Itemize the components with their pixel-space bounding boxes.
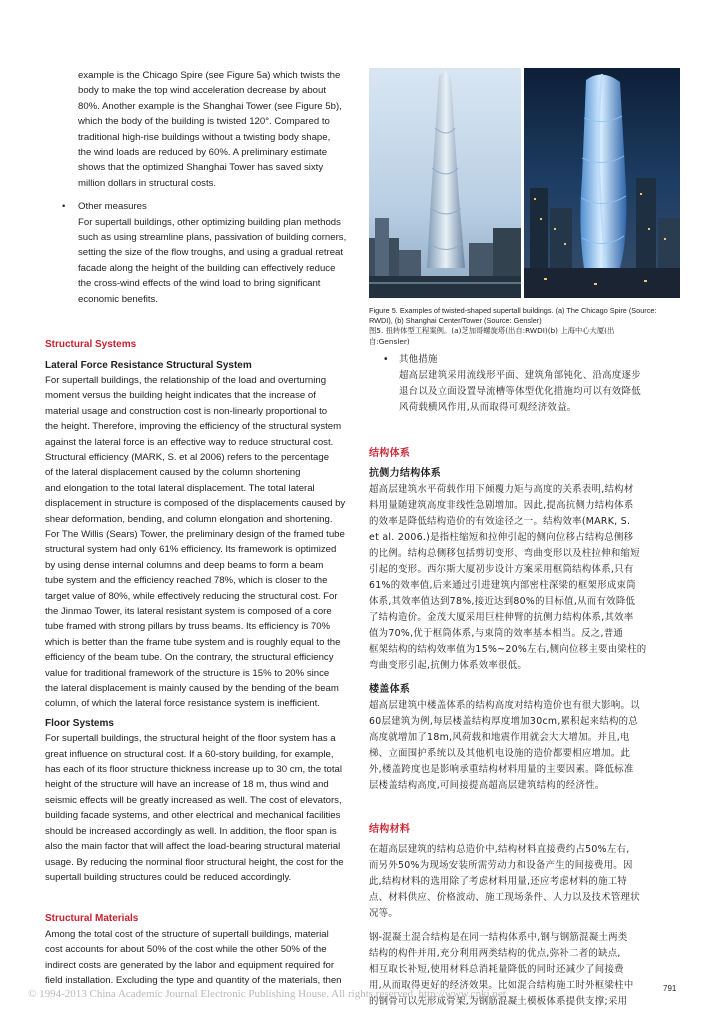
text-line: great influence on structural cost. If a 60-story building, for example, xyxy=(45,748,334,760)
bullet-marker: • xyxy=(383,354,389,365)
text-line: 超高层建筑水平荷载作用下倾覆力矩与高度的关系表明,结构材 xyxy=(369,484,634,495)
caption-line: 自:Gensler) xyxy=(369,336,410,346)
text-line: 而另外50%为现场安装所需劳动力和设备产生的间接费用。因 xyxy=(369,860,633,871)
structural-materials-heading: Structural Materials xyxy=(45,913,139,925)
caption-line: 图5. 扭转体型工程案例。(a)芝加哥螺旋塔(出自:RWDI)(b) 上海中心大厦(出 xyxy=(369,326,615,335)
text-line: 料用量随建筑高度非线性急剧增加。因此,提高抗侧力结构体系 xyxy=(369,500,634,511)
text-line: shear deformation, bending, and column elongation and shortening. xyxy=(45,513,333,525)
text-line: also the main factor that will affect the load-bearing structural material xyxy=(45,841,341,853)
text-line: 风荷载横风作用,从而取得可观经济效益。 xyxy=(399,402,577,413)
floor-paragraph-zh xyxy=(369,698,679,794)
materials-paragraph xyxy=(45,927,357,989)
shanghai-tower-photo xyxy=(524,68,680,298)
text-line: height of the structure will have an increase of 18 m, thus wind and xyxy=(45,779,329,791)
text-line: the height. Therefore, improving the efficiency of the structural system xyxy=(45,421,342,433)
text-line: 弯曲变形引起,抗侧力体系效率很低。 xyxy=(369,660,528,671)
lateral-paragraph xyxy=(45,373,357,712)
shanghai-tower-illustration xyxy=(524,68,680,298)
floor-systems-heading-zh: 楼盖体系 xyxy=(369,684,411,695)
text-line: and elongation to the total lateral displacement. The total lateral xyxy=(45,482,315,494)
other-measures-bullet xyxy=(45,199,357,307)
text-line: For supertall buildings, the relationship of the load and overturning xyxy=(45,374,327,386)
text-line: by using dense internal columns and deep beams to form a beam xyxy=(45,559,324,571)
text-line: et al. 2006.)是指柱缩短和拉伸引起的侧向位移占结构总侧移 xyxy=(369,532,634,543)
text-line: 梯、立面围护系统以及其他机电设施的造价都要相应增加。此 xyxy=(369,748,631,759)
text-line: 引起的变形。西尔斯大厦初步设计方案采用框筒结构体系,只有 xyxy=(369,564,634,575)
text-line: Among the total cost of the structure of supertall buildings, material xyxy=(45,928,329,940)
text-line: 钢-混凝土混合结构是在同一结构体系中,钢与钢筋混凝土两类 xyxy=(369,932,628,943)
text-line: 值为70%,优于框筒体系,与束筒的效率基本相当。反之,普通 xyxy=(369,628,624,639)
text-line: 超高层建筑采用流线形平面、建筑角部钝化、沿高度逐步 xyxy=(399,370,641,381)
structural-materials-heading-zh: 结构材料 xyxy=(369,824,411,835)
text-line: 用,从而取得更好的经济效果。比如混合结构施工时外框梁柱中 xyxy=(369,980,634,991)
text-line: tube framed with strong pillars by truss beams. Its efficiency is 70% xyxy=(45,621,331,633)
text-line: 高度就增加了18m,风荷载和地震作用就会大大增加。并且,电 xyxy=(369,732,630,743)
chicago-spire-illustration xyxy=(369,68,521,298)
text-line: Structural efficiency (MARK, S. et al 2006) refers to the percentage xyxy=(45,451,330,463)
text-line: supertall building structures could be reduced accordingly. xyxy=(45,871,292,883)
structural-systems-heading: Structural Systems xyxy=(45,339,137,351)
text-line: material usage and construction cost is non-linearly proportional to xyxy=(45,405,328,417)
text-line: value for traditional framework of the structure is 15% to 20% since xyxy=(45,667,330,679)
text-line: against the lateral force is an effective way to reduce structural cost. xyxy=(45,436,334,448)
text-line: 61%的效率值,后来通过引进建筑内部密柱深梁的框架形成束筒 xyxy=(369,580,636,591)
figure-caption-chinese xyxy=(369,326,681,347)
text-line: 结构的构件并用,充分利用两类结构的优点,弥补二者的缺点, xyxy=(369,948,621,959)
text-line: 层楼盖结构高度,可间接提高超高层建筑结构的经济性。 xyxy=(369,780,605,791)
text-line: such as using streamline plans, passivation of building corners, xyxy=(78,232,347,244)
text-line: setting the size of the flow troughs, and using a gradual retreat xyxy=(78,247,344,259)
chinese-column xyxy=(369,352,679,1010)
caption-line: RWDI), (b) Shanghai Center/Tower (Source: Gensler) xyxy=(369,316,542,325)
text-line: the Jinmao Tower, its lateral resistant system is composed of a core xyxy=(45,606,332,617)
text-line: efficiency of the beam tube. On the contrary, the structural efficiency xyxy=(45,652,334,664)
text-line: the wind loads are reduced by 60%. A preliminary estimate xyxy=(78,147,328,159)
text-line: 况等。 xyxy=(369,908,399,919)
structural-systems-heading-zh: 结构体系 xyxy=(369,448,411,459)
text-line: target value of 80%, while effectively reducing the structural cost. For xyxy=(45,590,338,602)
text-line: body to make the top wind acceleration decrease by about xyxy=(78,85,326,97)
text-line: building facade systems, and other electrical and mechanical facilities xyxy=(45,810,341,822)
text-line: For supertall buildings, the structural height of the floor system has a xyxy=(45,733,336,745)
text-line: 框架结构的结构效率值为15%~20%左右,侧向位移主要由梁柱的 xyxy=(369,644,647,655)
text-line: million dollars in structural costs. xyxy=(78,177,217,189)
text-line: example is the Chicago Spire (see Figure 5a) which twists the xyxy=(78,70,341,81)
text-line: usage. By reducing the norminal floor structural height, the cost for the xyxy=(45,856,344,868)
text-line: 体系,其效率值达到78%,接近达到80%的目标值,从而有效降低 xyxy=(369,596,636,607)
text-line: 的钢骨可以先形成骨架,为钢筋混凝土模板体系提供支撑;采用 xyxy=(369,996,628,1007)
text-line: 80%. Another example is the Shanghai Tower (see Figure 5b), xyxy=(78,100,342,112)
text-line: 60层建筑为例,每层楼盖结构厚度增加30cm,累积起来结构的总 xyxy=(369,716,639,727)
text-line: which is better than the frame tube system and is roughly equal to the xyxy=(45,636,341,648)
copyright-footer: © 1994-2013 China Academic Journal Electronic Publishing House. All rights reserved. http://www.cnki.net xyxy=(28,988,506,1000)
intro-paragraph xyxy=(45,68,357,191)
text-line: seismic effects will be greatly increased as well. The cost of elevators, xyxy=(45,794,342,806)
text-line: structural system had only 61% efficiency. Its framework is optimized xyxy=(45,544,337,556)
floor-paragraph xyxy=(45,731,357,885)
text-line: 了结构造价。金茂大厦采用巨柱伸臂的抗侧力结构体系,其效率 xyxy=(369,612,634,623)
text-line: 的效率是降低结构造价的有效途径之一。结构效率(MARK, S. xyxy=(369,516,631,527)
text-line: 的比例。结构总侧移包括剪切变形、弯曲变形以及柱拉伸和缩短 xyxy=(369,548,640,559)
page-number: 791 xyxy=(663,984,677,993)
text-line: has each of its floor structure thickness increase up to 30 cm, the total xyxy=(45,764,343,776)
text-line: column, of which the lateral force resistance system is inefficient. xyxy=(45,698,320,710)
text-line: For The Willis (Sears) Tower, the preliminary design of the framed tube xyxy=(45,528,345,540)
bullet-title: Other measures xyxy=(78,201,147,213)
caption-line: Figure 5. Examples of twisted-shaped supertall buildings. (a) The Chicago Spire (Source: xyxy=(369,306,657,315)
text-line: of the lateral displacement caused by the column shortening xyxy=(45,467,301,479)
text-line: the cross-wind effects of the wind load to bring significant xyxy=(78,278,321,290)
materials-paragraph-zh xyxy=(369,842,679,922)
text-line: 相互取长补短,使用材料总消耗量降低的同时还减少了间接费 xyxy=(369,964,624,975)
text-line: displacement in structure is composed of the displacements caused by xyxy=(45,498,346,510)
chicago-spire-photo xyxy=(369,68,521,298)
text-line: traditional high-rise buildings without a twisting body shape, xyxy=(78,131,331,143)
text-line: should be increased accordingly as well. In addition, the floor span is xyxy=(45,825,337,837)
text-line: 外,楼盖跨度也是影响承重结构材料用量的主要因素。降低标准 xyxy=(369,764,634,775)
text-line: facade along the height of the building can effectively reduce xyxy=(78,262,336,274)
figure-caption-english xyxy=(369,306,681,326)
text-line: field installation. Excluding the type and quantity of the materials, then xyxy=(45,974,342,986)
lateral-force-heading-zh: 抗侧力结构体系 xyxy=(369,468,442,479)
other-measures-bullet-zh xyxy=(369,352,679,416)
text-line: indirect costs are generated by the labor and equipment required for xyxy=(45,959,335,971)
text-line: 退台以及立面设置导流槽等体型优化措施均可以有效降低 xyxy=(399,386,641,397)
text-line: shows that the optimized Shanghai Tower has saved sixty xyxy=(78,162,324,174)
text-line: 超高层建筑中楼盖体系的结构高度对结构造价也有很大影响。以 xyxy=(369,700,640,711)
bullet-marker: • xyxy=(62,201,66,213)
floor-systems-heading: Floor Systems xyxy=(45,717,114,729)
english-column xyxy=(45,68,357,988)
lateral-force-heading: Lateral Force Resistance Structural System xyxy=(45,359,252,371)
text-line: which the body of the building is twisted 120°. Compared to xyxy=(78,116,330,128)
text-line: tube system and the efficiency reached 78%, which is closer to the xyxy=(45,575,328,587)
text-line: the lateral displacement is mainly caused by the bending of the beam xyxy=(45,683,339,695)
text-line: cost accounts for about 50% of the cost while the other 50% of the xyxy=(45,944,327,956)
text-line: moment versus the building height indicates that the increase of xyxy=(45,390,316,402)
bullet-title: 其他措施 xyxy=(399,354,438,365)
lateral-paragraph-zh xyxy=(369,482,679,674)
text-line: 点、材料供应、价格波动、施工现场条件、人力以及技术管理状 xyxy=(369,892,640,903)
text-line: For supertall buildings, other optimizing building plan methods xyxy=(78,216,341,228)
text-line: 在超高层建筑的结构总造价中,结构材料直接费约占50%左右, xyxy=(369,844,630,855)
text-line: economic benefits. xyxy=(78,293,158,305)
text-line: 此,结构材料的选用除了考虑材料用量,还应考虑材料的施工特 xyxy=(369,876,628,887)
